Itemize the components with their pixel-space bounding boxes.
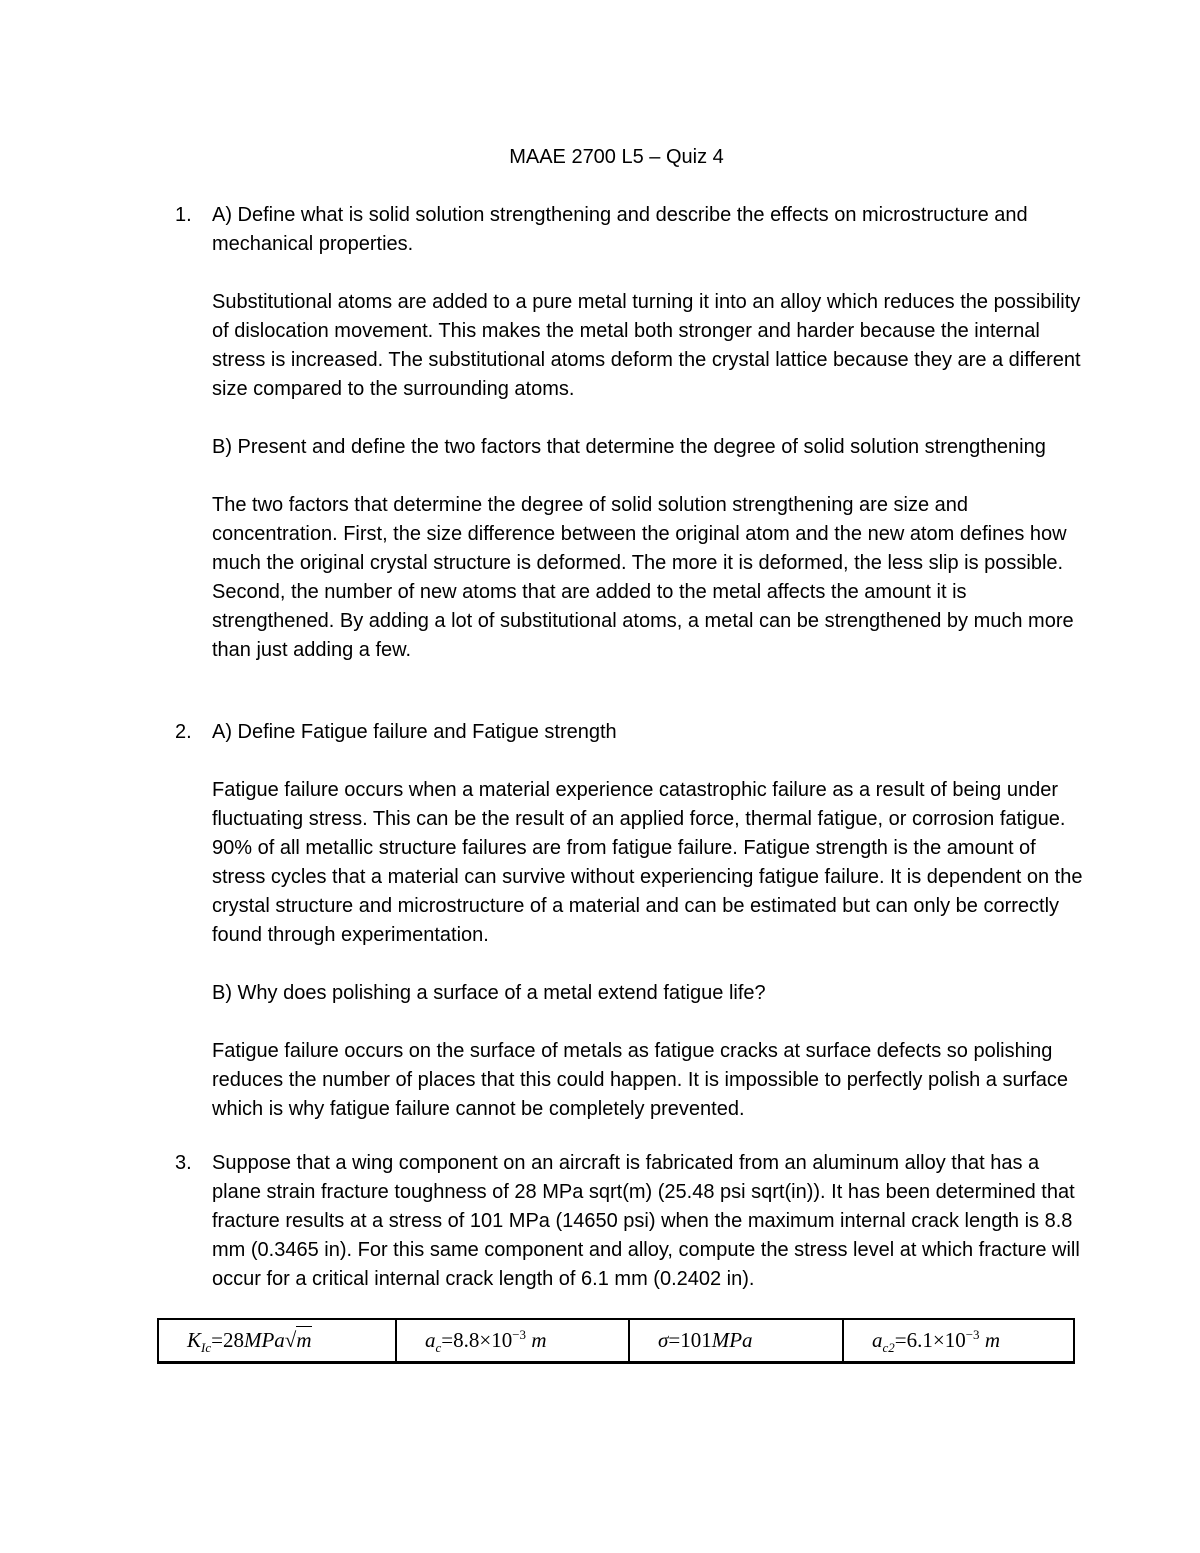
ac-formula: $a_c=8.8\times 10^{-3}$ m [425,1326,547,1355]
answer-1a-text: Substitutional atoms are added to a pure metal turning it into an alloy which reduces the possibility of dislocation movement. This makes the metal both stronger and harder because the internal stress is increased. The substitutional atoms deform the crystal lattice because they are a different size compared to the surrounding atoms. [212,291,1081,400]
question-1a-text: A) Define what is solid solution strengthening and describe the effects on microstructure and mechanical properties. [212,204,1028,255]
table-row [158,1319,1074,1363]
answer-2a-text: Fatigue failure occurs when a material experience catastrophic failure as a result of being under fluctuating stress. This can be the result of an applied force, thermal fatigue, or corrosion fatigue. 90% of all metallic structure failures are from fatigue failure. Fatigue strength is the amount of stress cycles that a material can survive without experiencing fatigue failure. It is dependent on the crystal structure and microstructure of a material and can be estimated but can only be correctly found through experimentation. [212,779,1083,946]
question-2 [212,718,1092,1124]
question-number: 1. [175,204,192,226]
ac2-formula: $a_{c2}=6.1\times 10^{-3}$ m [872,1326,1000,1355]
answer-2b-text: Fatigue failure occurs on the surface of metals as fatigue cracks at surface defects so polishing reduces the number of places that this could happen. It is impossible to perfectly polish a surface which is why fatigue failure cannot be completely prevented. [212,1040,1069,1120]
question-1b-text: B) Present and define the two factors that determine the degree of solid solution strengthening [212,436,1046,458]
question-1 [212,201,1092,665]
sigma-formula: σ=101MPa [658,1327,753,1352]
table-cell-ac [396,1319,629,1363]
table-cell-kic [158,1319,396,1363]
question-3 [212,1149,1092,1294]
table-cell-ac2 [843,1319,1074,1363]
answer-1b-text: The two factors that determine the degree of solid solution strengthening are size and concentration. First, the size difference between the original atom and the new atom defines how much the original crystal structure is deformed. The more it is deformed, the less slip is possible. Second, the number of new atoms that are added to the metal affects the amount it is strengthened. By adding a lot of substitutional atoms, a metal can be strengthened by much more than just adding a few. [212,494,1074,661]
question-number: 2. [175,721,192,743]
kic-formula: $K_{Ic}=28MPa√m$ [187,1327,312,1355]
question-2a-text: A) Define Fatigue failure and Fatigue strength [212,721,617,743]
question-2b-text: B) Why does polishing a surface of a metal extend fatigue life? [212,982,766,1004]
page-title: MAAE 2700 L5 – Quiz 4 [509,146,724,168]
table-cell-sigma [629,1319,843,1363]
question-3-text: Suppose that a wing component on an aircraft is fabricated from an aluminum alloy that has a plane strain fracture toughness of 28 MPa sqrt(m) (25.48 psi sqrt(in)). It has been determined that fracture results at a stress of 101 MPa (14650 psi) when the maximum internal crack length is 8.8 mm (0.3465 in). For this same component and alloy, compute the stress level at which fracture will occur for a critical internal crack length of 6.1 mm (0.2402 in). [212,1152,1080,1290]
given-values-table [157,1318,1075,1364]
question-number: 3. [175,1152,192,1174]
